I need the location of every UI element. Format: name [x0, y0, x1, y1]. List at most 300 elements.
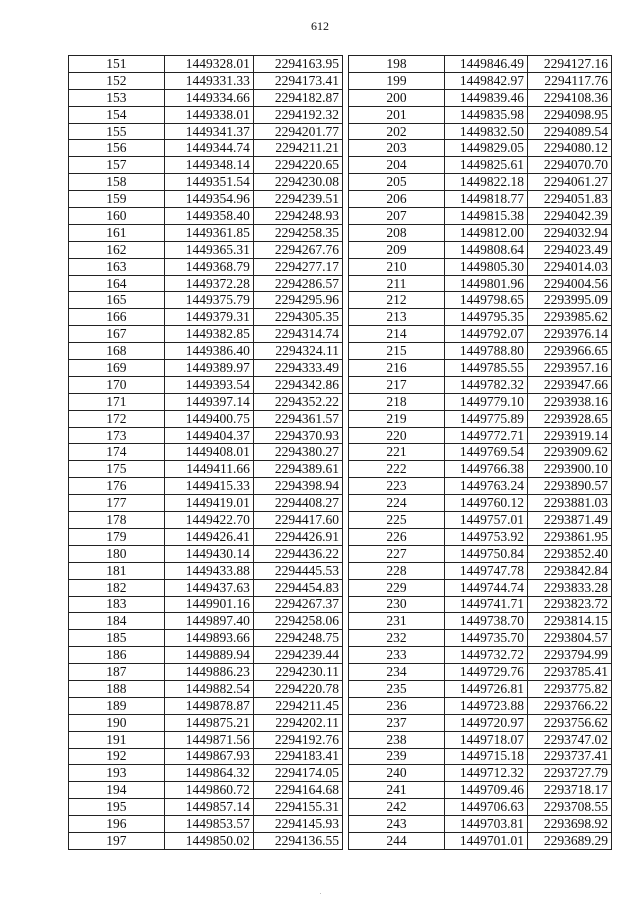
y-coordinate-cell: 2294230.08 [253, 174, 342, 191]
table-row [349, 309, 612, 326]
table-row [349, 664, 612, 681]
y-coordinate-cell: 2294361.57 [253, 410, 342, 427]
y-coordinate-cell: 2294267.37 [253, 596, 342, 613]
table-row [349, 106, 612, 123]
y-coordinate-cell: 2294211.21 [253, 140, 342, 157]
point-number-cell: 187 [69, 664, 165, 681]
point-number-cell: 185 [69, 630, 165, 647]
x-coordinate-cell: 1449338.01 [164, 106, 253, 123]
x-coordinate-cell: 1449825.61 [445, 157, 528, 174]
y-coordinate-cell: 2294305.35 [253, 309, 342, 326]
x-coordinate-cell: 1449808.64 [445, 241, 528, 258]
point-number-cell: 175 [69, 461, 165, 478]
point-number-cell: 165 [69, 292, 165, 309]
table-row [349, 241, 612, 258]
x-coordinate-cell: 1449857.14 [164, 799, 253, 816]
x-coordinate-cell: 1449893.66 [164, 630, 253, 647]
table-row [349, 427, 612, 444]
x-coordinate-cell: 1449712.32 [445, 765, 528, 782]
x-coordinate-cell: 1449430.14 [164, 545, 253, 562]
y-coordinate-cell: 2294239.51 [253, 191, 342, 208]
point-number-cell: 203 [349, 140, 445, 157]
point-number-cell: 192 [69, 748, 165, 765]
y-coordinate-cell: 2293852.40 [528, 545, 612, 562]
y-coordinate-cell: 2293966.65 [528, 343, 612, 360]
y-coordinate-cell: 2294108.36 [528, 89, 612, 106]
point-number-cell: 213 [349, 309, 445, 326]
point-number-cell: 236 [349, 697, 445, 714]
y-coordinate-cell: 2293766.22 [528, 697, 612, 714]
y-coordinate-cell: 2293775.82 [528, 680, 612, 697]
table-row [69, 309, 343, 326]
coordinate-table-right [348, 55, 612, 850]
x-coordinate-cell: 1449889.94 [164, 647, 253, 664]
y-coordinate-cell: 2293909.62 [528, 444, 612, 461]
x-coordinate-cell: 1449386.40 [164, 343, 253, 360]
table-row [349, 292, 612, 309]
x-coordinate-cell: 1449753.92 [445, 528, 528, 545]
x-coordinate-cell: 1449772.71 [445, 427, 528, 444]
table-row [69, 191, 343, 208]
y-coordinate-cell: 2293890.57 [528, 478, 612, 495]
table-row [69, 562, 343, 579]
point-number-cell: 224 [349, 495, 445, 512]
point-number-cell: 160 [69, 208, 165, 225]
x-coordinate-cell: 1449782.32 [445, 376, 528, 393]
table-row [349, 562, 612, 579]
table-row [349, 343, 612, 360]
x-coordinate-cell: 1449341.37 [164, 123, 253, 140]
x-coordinate-cell: 1449760.12 [445, 495, 528, 512]
table-row [69, 799, 343, 816]
table-row [69, 613, 343, 630]
point-number-cell: 232 [349, 630, 445, 647]
x-coordinate-cell: 1449832.50 [445, 123, 528, 140]
table-row [69, 697, 343, 714]
table-row [349, 258, 612, 275]
point-number-cell: 241 [349, 782, 445, 799]
table-row [349, 782, 612, 799]
x-coordinate-cell: 1449805.30 [445, 258, 528, 275]
x-coordinate-cell: 1449382.85 [164, 326, 253, 343]
y-coordinate-cell: 2294267.76 [253, 241, 342, 258]
y-coordinate-cell: 2294408.27 [253, 495, 342, 512]
table-row [349, 72, 612, 89]
x-coordinate-cell: 1449757.01 [445, 512, 528, 529]
point-number-cell: 183 [69, 596, 165, 613]
y-coordinate-cell: 2294398.94 [253, 478, 342, 495]
y-coordinate-cell: 2294258.06 [253, 613, 342, 630]
y-coordinate-cell: 2294370.93 [253, 427, 342, 444]
point-number-cell: 152 [69, 72, 165, 89]
point-number-cell: 158 [69, 174, 165, 191]
table-row [69, 326, 343, 343]
y-coordinate-cell: 2293861.95 [528, 528, 612, 545]
table-row [69, 782, 343, 799]
table-row [349, 512, 612, 529]
x-coordinate-cell: 1449839.46 [445, 89, 528, 106]
x-coordinate-cell: 1449798.65 [445, 292, 528, 309]
table-row [69, 157, 343, 174]
point-number-cell: 208 [349, 224, 445, 241]
y-coordinate-cell: 2293938.16 [528, 393, 612, 410]
table-row [349, 748, 612, 765]
table-row [349, 275, 612, 292]
point-number-cell: 242 [349, 799, 445, 816]
x-coordinate-cell: 1449411.66 [164, 461, 253, 478]
y-coordinate-cell: 2294295.96 [253, 292, 342, 309]
x-coordinate-cell: 1449358.40 [164, 208, 253, 225]
y-coordinate-cell: 2294248.93 [253, 208, 342, 225]
x-coordinate-cell: 1449850.02 [164, 832, 253, 849]
table-row [69, 275, 343, 292]
y-coordinate-cell: 2293900.10 [528, 461, 612, 478]
point-number-cell: 204 [349, 157, 445, 174]
table-row [69, 208, 343, 225]
x-coordinate-cell: 1449795.35 [445, 309, 528, 326]
x-coordinate-cell: 1449354.96 [164, 191, 253, 208]
x-coordinate-cell: 1449709.46 [445, 782, 528, 799]
page-number: 612 [311, 19, 329, 33]
y-coordinate-cell: 2294127.16 [528, 56, 612, 73]
table-row [69, 360, 343, 377]
table-row [69, 224, 343, 241]
x-coordinate-cell: 1449788.80 [445, 343, 528, 360]
point-number-cell: 235 [349, 680, 445, 697]
point-number-cell: 244 [349, 832, 445, 849]
point-number-cell: 202 [349, 123, 445, 140]
table-row [349, 326, 612, 343]
table-row [349, 680, 612, 697]
x-coordinate-cell: 1449867.93 [164, 748, 253, 765]
x-coordinate-cell: 1449846.49 [445, 56, 528, 73]
y-coordinate-cell: 2293833.28 [528, 579, 612, 596]
y-coordinate-cell: 2294248.75 [253, 630, 342, 647]
table-row [69, 174, 343, 191]
x-coordinate-cell: 1449815.38 [445, 208, 528, 225]
x-coordinate-cell: 1449400.75 [164, 410, 253, 427]
table-row [349, 579, 612, 596]
point-number-cell: 234 [349, 664, 445, 681]
x-coordinate-cell: 1449729.76 [445, 664, 528, 681]
y-coordinate-cell: 2294454.83 [253, 579, 342, 596]
table-row [349, 444, 612, 461]
y-coordinate-cell: 2293976.14 [528, 326, 612, 343]
x-coordinate-cell: 1449404.37 [164, 427, 253, 444]
table-row [69, 714, 343, 731]
y-coordinate-cell: 2293747.02 [528, 731, 612, 748]
x-coordinate-cell: 1449829.05 [445, 140, 528, 157]
y-coordinate-cell: 2294220.65 [253, 157, 342, 174]
point-number-cell: 231 [349, 613, 445, 630]
table-row [69, 106, 343, 123]
y-coordinate-cell: 2294201.77 [253, 123, 342, 140]
point-number-cell: 189 [69, 697, 165, 714]
point-number-cell: 176 [69, 478, 165, 495]
y-coordinate-cell: 2294089.54 [528, 123, 612, 140]
point-number-cell: 206 [349, 191, 445, 208]
point-number-cell: 186 [69, 647, 165, 664]
point-number-cell: 178 [69, 512, 165, 529]
y-coordinate-cell: 2294380.27 [253, 444, 342, 461]
point-number-cell: 171 [69, 393, 165, 410]
point-number-cell: 194 [69, 782, 165, 799]
point-number-cell: 222 [349, 461, 445, 478]
y-coordinate-cell: 2293871.49 [528, 512, 612, 529]
point-number-cell: 168 [69, 343, 165, 360]
y-coordinate-cell: 2294163.95 [253, 56, 342, 73]
point-number-cell: 196 [69, 816, 165, 833]
y-coordinate-cell: 2294174.05 [253, 765, 342, 782]
point-number-cell: 174 [69, 444, 165, 461]
table-row [69, 140, 343, 157]
table-row [349, 89, 612, 106]
y-coordinate-cell: 2294192.32 [253, 106, 342, 123]
x-coordinate-cell: 1449744.74 [445, 579, 528, 596]
y-coordinate-cell: 2294023.49 [528, 241, 612, 258]
point-number-cell: 162 [69, 241, 165, 258]
table-row [69, 376, 343, 393]
table-row [349, 765, 612, 782]
x-coordinate-cell: 1449732.72 [445, 647, 528, 664]
table-row [349, 123, 612, 140]
y-coordinate-cell: 2293957.16 [528, 360, 612, 377]
y-coordinate-cell: 2294145.93 [253, 816, 342, 833]
x-coordinate-cell: 1449763.24 [445, 478, 528, 495]
x-coordinate-cell: 1449419.01 [164, 495, 253, 512]
x-coordinate-cell: 1449433.88 [164, 562, 253, 579]
point-number-cell: 219 [349, 410, 445, 427]
point-number-cell: 226 [349, 528, 445, 545]
point-number-cell: 217 [349, 376, 445, 393]
table-row [349, 816, 612, 833]
point-number-cell: 179 [69, 528, 165, 545]
table-row [349, 647, 612, 664]
x-coordinate-cell: 1449422.70 [164, 512, 253, 529]
table-row [69, 123, 343, 140]
x-coordinate-cell: 1449766.38 [445, 461, 528, 478]
table-row [349, 208, 612, 225]
table-row [349, 140, 612, 157]
x-coordinate-cell: 1449853.57 [164, 816, 253, 833]
point-number-cell: 221 [349, 444, 445, 461]
point-number-cell: 156 [69, 140, 165, 157]
point-number-cell: 218 [349, 393, 445, 410]
x-coordinate-cell: 1449389.97 [164, 360, 253, 377]
table-row [349, 360, 612, 377]
y-coordinate-cell: 2294117.76 [528, 72, 612, 89]
x-coordinate-cell: 1449886.23 [164, 664, 253, 681]
table-row [349, 697, 612, 714]
point-number-cell: 214 [349, 326, 445, 343]
point-number-cell: 164 [69, 275, 165, 292]
x-coordinate-cell: 1449769.54 [445, 444, 528, 461]
point-number-cell: 193 [69, 765, 165, 782]
point-number-cell: 211 [349, 275, 445, 292]
table-row [69, 731, 343, 748]
x-coordinate-cell: 1449735.70 [445, 630, 528, 647]
table-row [349, 630, 612, 647]
table-row [349, 157, 612, 174]
table-row [349, 224, 612, 241]
table-row [349, 461, 612, 478]
x-coordinate-cell: 1449897.40 [164, 613, 253, 630]
x-coordinate-cell: 1449715.18 [445, 748, 528, 765]
x-coordinate-cell: 1449437.63 [164, 579, 253, 596]
x-coordinate-cell: 1449426.41 [164, 528, 253, 545]
table-row [349, 528, 612, 545]
x-coordinate-cell: 1449875.21 [164, 714, 253, 731]
y-coordinate-cell: 2294051.83 [528, 191, 612, 208]
table-row [349, 174, 612, 191]
y-coordinate-cell: 2293823.72 [528, 596, 612, 613]
y-coordinate-cell: 2293756.62 [528, 714, 612, 731]
table-row [69, 461, 343, 478]
point-number-cell: 198 [349, 56, 445, 73]
point-number-cell: 155 [69, 123, 165, 140]
coordinate-table-left [68, 55, 343, 850]
point-number-cell: 188 [69, 680, 165, 697]
x-coordinate-cell: 1449723.88 [445, 697, 528, 714]
table-row [69, 241, 343, 258]
table-row [349, 56, 612, 73]
table-row [69, 664, 343, 681]
y-coordinate-cell: 2294080.12 [528, 140, 612, 157]
table-row [69, 832, 343, 849]
table-row [69, 56, 343, 73]
point-number-cell: 238 [349, 731, 445, 748]
x-coordinate-cell: 1449747.78 [445, 562, 528, 579]
point-number-cell: 229 [349, 579, 445, 596]
y-coordinate-cell: 2294220.78 [253, 680, 342, 697]
y-coordinate-cell: 2293928.65 [528, 410, 612, 427]
y-coordinate-cell: 2294211.45 [253, 697, 342, 714]
y-coordinate-cell: 2293718.17 [528, 782, 612, 799]
point-number-cell: 182 [69, 579, 165, 596]
y-coordinate-cell: 2294352.22 [253, 393, 342, 410]
y-coordinate-cell: 2294042.39 [528, 208, 612, 225]
x-coordinate-cell: 1449871.56 [164, 731, 253, 748]
x-coordinate-cell: 1449365.31 [164, 241, 253, 258]
point-number-cell: 180 [69, 545, 165, 562]
y-coordinate-cell: 2293842.84 [528, 562, 612, 579]
table-row [349, 731, 612, 748]
x-coordinate-cell: 1449379.31 [164, 309, 253, 326]
y-coordinate-cell: 2294004.56 [528, 275, 612, 292]
point-number-cell: 216 [349, 360, 445, 377]
table-row [69, 444, 343, 461]
point-number-cell: 209 [349, 241, 445, 258]
x-coordinate-cell: 1449375.79 [164, 292, 253, 309]
point-number-cell: 225 [349, 512, 445, 529]
point-number-cell: 184 [69, 613, 165, 630]
table-row [349, 832, 612, 849]
point-number-cell: 181 [69, 562, 165, 579]
table-row [349, 714, 612, 731]
point-number-cell: 223 [349, 478, 445, 495]
y-coordinate-cell: 2293804.57 [528, 630, 612, 647]
x-coordinate-cell: 1449397.14 [164, 393, 253, 410]
x-coordinate-cell: 1449393.54 [164, 376, 253, 393]
x-coordinate-cell: 1449741.71 [445, 596, 528, 613]
table-row [69, 72, 343, 89]
point-number-cell: 154 [69, 106, 165, 123]
y-coordinate-cell: 2294445.53 [253, 562, 342, 579]
x-coordinate-cell: 1449331.33 [164, 72, 253, 89]
table-row [349, 596, 612, 613]
x-coordinate-cell: 1449864.32 [164, 765, 253, 782]
point-number-cell: 195 [69, 799, 165, 816]
point-number-cell: 215 [349, 343, 445, 360]
point-number-cell: 153 [69, 89, 165, 106]
point-number-cell: 177 [69, 495, 165, 512]
point-number-cell: 233 [349, 647, 445, 664]
x-coordinate-cell: 1449718.07 [445, 731, 528, 748]
table-row [69, 495, 343, 512]
y-coordinate-cell: 2294070.70 [528, 157, 612, 174]
table-row [349, 393, 612, 410]
table-row [349, 478, 612, 495]
point-number-cell: 240 [349, 765, 445, 782]
y-coordinate-cell: 2294333.49 [253, 360, 342, 377]
table-row [349, 495, 612, 512]
x-coordinate-cell: 1449738.70 [445, 613, 528, 630]
table-row [69, 579, 343, 596]
x-coordinate-cell: 1449372.28 [164, 275, 253, 292]
y-coordinate-cell: 2293794.99 [528, 647, 612, 664]
point-number-cell: 170 [69, 376, 165, 393]
x-coordinate-cell: 1449334.66 [164, 89, 253, 106]
point-number-cell: 207 [349, 208, 445, 225]
x-coordinate-cell: 1449779.10 [445, 393, 528, 410]
y-coordinate-cell: 2294230.11 [253, 664, 342, 681]
point-number-cell: 169 [69, 360, 165, 377]
x-coordinate-cell: 1449822.18 [445, 174, 528, 191]
x-coordinate-cell: 1449785.55 [445, 360, 528, 377]
point-number-cell: 243 [349, 816, 445, 833]
point-number-cell: 227 [349, 545, 445, 562]
y-coordinate-cell: 2294136.55 [253, 832, 342, 849]
table-row [69, 410, 343, 427]
y-coordinate-cell: 2294286.57 [253, 275, 342, 292]
y-coordinate-cell: 2294426.91 [253, 528, 342, 545]
y-coordinate-cell: 2294342.86 [253, 376, 342, 393]
y-coordinate-cell: 2294239.44 [253, 647, 342, 664]
x-coordinate-cell: 1449878.87 [164, 697, 253, 714]
table-row [69, 343, 343, 360]
table-row [69, 816, 343, 833]
x-coordinate-cell: 1449860.72 [164, 782, 253, 799]
x-coordinate-cell: 1449801.96 [445, 275, 528, 292]
y-coordinate-cell: 2293698.92 [528, 816, 612, 833]
x-coordinate-cell: 1449348.14 [164, 157, 253, 174]
table-row [69, 748, 343, 765]
x-coordinate-cell: 1449812.00 [445, 224, 528, 241]
point-number-cell: 230 [349, 596, 445, 613]
y-coordinate-cell: 2293737.41 [528, 748, 612, 765]
table-row [69, 258, 343, 275]
point-number-cell: 239 [349, 748, 445, 765]
point-number-cell: 167 [69, 326, 165, 343]
x-coordinate-cell: 1449351.54 [164, 174, 253, 191]
point-number-cell: 151 [69, 56, 165, 73]
point-number-cell: 197 [69, 832, 165, 849]
x-coordinate-cell: 1449368.79 [164, 258, 253, 275]
point-number-cell: 199 [349, 72, 445, 89]
y-coordinate-cell: 2294324.11 [253, 343, 342, 360]
point-number-cell: 210 [349, 258, 445, 275]
point-number-cell: 201 [349, 106, 445, 123]
